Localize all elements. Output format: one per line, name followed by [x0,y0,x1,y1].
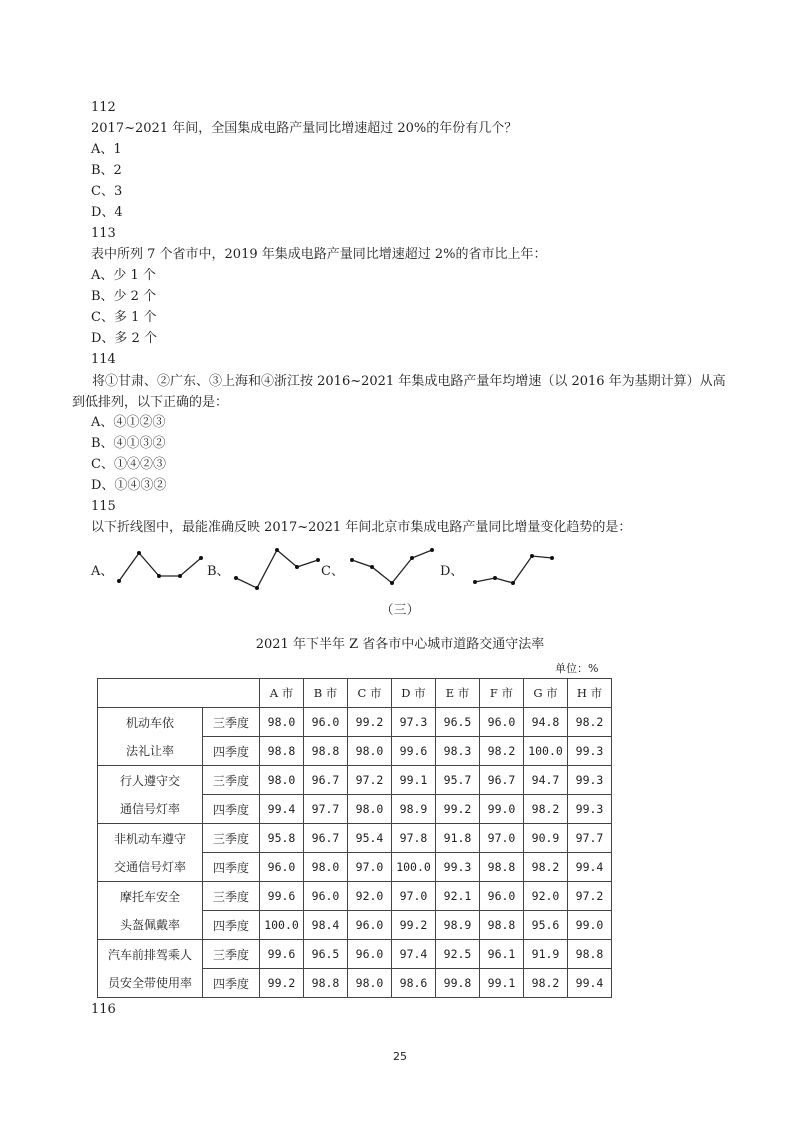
quarter-label: 四季度 [203,969,260,998]
table-cell: 99.2 [436,795,480,824]
column-header: A 市 [260,679,304,708]
table-cell: 97.0 [480,824,524,853]
table-cell: 95.6 [524,911,568,940]
table-cell: 98.8 [304,969,348,998]
option-c[interactable]: C、①④②③ [91,457,166,472]
question-number: 115 [91,499,116,514]
table-cell: 98.0 [260,766,304,795]
quarter-label: 四季度 [203,911,260,940]
table-cell: 99.4 [260,795,304,824]
table-cell: 98.2 [524,969,568,998]
table-cell: 98.8 [568,940,612,969]
chart-option-b-label[interactable]: B、 [207,564,230,579]
table-cell: 95.4 [348,824,392,853]
table-cell: 97.3 [392,708,436,737]
table-cell: 98.9 [436,911,480,940]
quarter-label: 三季度 [203,824,260,853]
table-cell: 97.4 [392,940,436,969]
table-cell: 99.0 [480,795,524,824]
table-cell: 98.8 [304,737,348,766]
category-label: 行人遵守交 [98,766,203,795]
line-chart-option-a[interactable] [110,545,206,590]
table-cell: 99.3 [568,737,612,766]
table-cell: 99.6 [392,737,436,766]
category-label: 头盔佩戴率 [98,911,203,940]
table-cell: 97.0 [348,853,392,882]
section-label: （三） [380,603,420,618]
page-number: 25 [393,1050,407,1063]
quarter-label: 四季度 [203,795,260,824]
column-header: C 市 [348,679,392,708]
table-row [98,853,612,882]
option-c[interactable]: C、3 [91,184,123,199]
table-cell: 100.0 [392,853,436,882]
table-unit: 单位：% [555,662,599,675]
option-a[interactable]: A、1 [91,142,122,157]
table-cell: 98.9 [392,795,436,824]
column-header: G 市 [524,679,568,708]
table-cell: 96.7 [304,766,348,795]
table-cell: 98.2 [480,737,524,766]
line-chart-option-b[interactable] [230,540,330,595]
table-row [98,737,612,766]
table-cell: 99.6 [260,882,304,911]
table-cell: 100.0 [260,911,304,940]
table-cell: 95.7 [436,766,480,795]
table-cell: 98.0 [348,737,392,766]
category-label: 员安全带使用率 [98,969,203,998]
table-cell: 91.9 [524,940,568,969]
question-number: 112 [91,100,116,115]
quarter-label: 四季度 [203,737,260,766]
table-cell: 99.3 [568,766,612,795]
table-cell: 99.3 [436,853,480,882]
table-cell: 98.0 [304,853,348,882]
question-number: 116 [91,1002,116,1017]
table-row [98,911,612,940]
line-chart-option-d[interactable] [465,545,565,590]
table-cell: 96.0 [480,882,524,911]
line-chart-option-c[interactable] [340,540,440,590]
option-d[interactable]: D、多 2 个 [91,331,157,346]
table-cell: 92.0 [348,882,392,911]
table-cell: 99.2 [260,969,304,998]
table-cell: 97.8 [392,824,436,853]
table-cell: 98.0 [348,969,392,998]
table-cell: 98.4 [304,911,348,940]
table-cell: 98.0 [260,708,304,737]
question-text: 将①甘肃、②广东、③上海和④浙江按 2016~2021 年集成电路产量年均增速（以 2016 年为基期计算）从高到低排列，以下正确的是： [72,374,726,410]
column-header: F 市 [480,679,524,708]
table-cell: 98.0 [348,795,392,824]
table-row [98,969,612,998]
table-cell: 94.8 [524,708,568,737]
table-cell: 98.2 [524,853,568,882]
table-cell: 98.8 [480,911,524,940]
chart-option-a-label[interactable]: A、 [91,564,114,579]
table-header-row [98,679,612,708]
table-row [98,940,612,969]
table-row [98,708,612,737]
table-cell: 99.1 [480,969,524,998]
question-number: 114 [91,352,116,367]
table-row [98,766,612,795]
table-cell: 99.4 [568,853,612,882]
data-table [97,678,612,998]
table-cell: 96.5 [436,708,480,737]
table-cell: 96.1 [480,940,524,969]
column-header: B 市 [304,679,348,708]
table-cell: 99.6 [260,940,304,969]
table-cell: 97.7 [304,795,348,824]
table-row [98,824,612,853]
table-cell: 98.2 [524,795,568,824]
column-header: H 市 [568,679,612,708]
table-cell: 96.7 [480,766,524,795]
quarter-label: 四季度 [203,853,260,882]
category-label: 摩托车安全 [98,882,203,911]
table-cell: 99.4 [568,969,612,998]
option-b[interactable]: B、④①③② [91,436,166,451]
chart-option-d-label[interactable]: D、 [440,564,464,579]
chart-option-c-label[interactable]: C、 [321,564,344,579]
table-cell: 96.0 [260,853,304,882]
table-cell: 91.8 [436,824,480,853]
table-cell: 97.7 [568,824,612,853]
table-cell: 98.8 [260,737,304,766]
table-cell: 96.0 [348,940,392,969]
table-cell: 97.2 [568,882,612,911]
quarter-label: 三季度 [203,940,260,969]
table-cell: 99.3 [568,795,612,824]
table-cell: 92.5 [436,940,480,969]
table-cell: 92.0 [524,882,568,911]
category-label: 汽车前排驾乘人 [98,940,203,969]
table-cell: 99.0 [568,911,612,940]
table-row [98,795,612,824]
table-cell: 99.2 [348,708,392,737]
table-cell: 99.1 [392,766,436,795]
table-cell: 99.8 [436,969,480,998]
option-a[interactable]: A、④①②③ [91,415,166,430]
question-text: 以下折线图中，最能准确反映 2017~2021 年间北京市集成电路产量同比增量变化趋势的是： [91,520,632,535]
quarter-label: 三季度 [203,882,260,911]
table-cell: 96.0 [348,911,392,940]
category-label: 机动车依 [98,708,203,737]
table-cell: 96.0 [480,708,524,737]
option-c[interactable]: C、多 1 个 [91,310,157,325]
option-d[interactable]: D、4 [91,205,123,220]
table-cell: 98.8 [480,853,524,882]
table-cell: 97.2 [348,766,392,795]
quarter-label: 三季度 [203,708,260,737]
table-cell: 96.5 [304,940,348,969]
quarter-label: 三季度 [203,766,260,795]
option-a[interactable]: A、少 1 个 [91,268,156,283]
table-cell: 90.9 [524,824,568,853]
table-cell: 96.0 [304,882,348,911]
table-row [98,882,612,911]
category-label: 非机动车遵守 [98,824,203,853]
table-cell: 96.7 [304,824,348,853]
table-cell: 94.7 [524,766,568,795]
question-number: 113 [91,226,116,241]
table-cell: 92.1 [436,882,480,911]
table-cell: 99.2 [392,911,436,940]
table-corner [98,679,260,708]
table-cell: 100.0 [524,737,568,766]
question-text: 表中所列 7 个省市中，2019 年集成电路产量同比增速超过 2%的省市比上年： [91,247,547,262]
option-b[interactable]: B、少 2 个 [91,289,157,304]
table-title: 2021 年下半年 Z 省各市中心城市道路交通守法率 [255,637,545,652]
category-label: 交通信号灯率 [98,853,203,882]
question-text: 2017~2021 年间，全国集成电路产量同比增速超过 20%的年份有几个？ [91,121,518,136]
table-cell: 95.8 [260,824,304,853]
column-header: D 市 [392,679,436,708]
table-cell: 98.2 [568,708,612,737]
table-cell: 97.0 [392,882,436,911]
table-cell: 96.0 [304,708,348,737]
column-header: E 市 [436,679,480,708]
category-label: 通信号灯率 [98,795,203,824]
option-d[interactable]: D、①④③② [91,478,167,493]
table-cell: 98.6 [392,969,436,998]
option-b[interactable]: B、2 [91,163,122,178]
table-cell: 98.3 [436,737,480,766]
category-label: 法礼让率 [98,737,203,766]
